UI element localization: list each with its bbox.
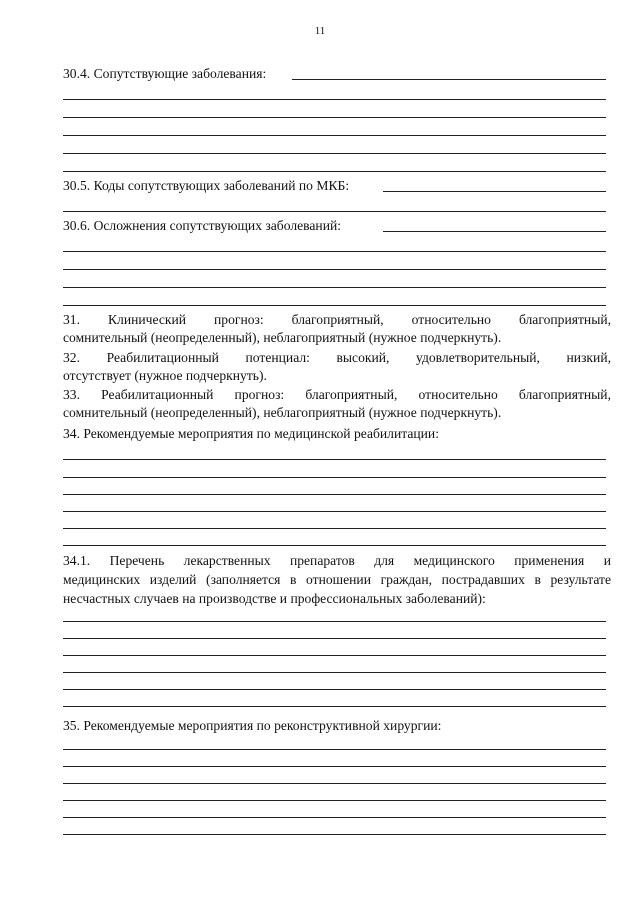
section-35-label: 35. Рекомендуемые мероприятия по реконструктивной хирургии: <box>63 718 442 733</box>
section-34-1-line-3: несчастных случаев на производстве и профессиональных заболеваний): <box>63 591 486 606</box>
section-31-line-2: сомнительный (неопределенный), неблагоприятный (нужное подчеркнуть). <box>63 330 502 345</box>
section-35-line[interactable] <box>63 783 606 784</box>
section-30-5-line[interactable] <box>63 211 606 212</box>
section-31-line-1: 31. Клинический прогноз: благоприятный, относительно благоприятный, <box>63 312 611 327</box>
section-32-line-2: отсутствует (нужное подчеркнуть). <box>63 368 267 383</box>
section-34-1-line[interactable] <box>63 689 606 690</box>
section-30-4-line[interactable] <box>63 171 606 172</box>
section-32-line-1: 32. Реабилитационный потенциал: высокий, удовлетворительный, низкий, <box>63 350 611 365</box>
section-34-line[interactable] <box>63 545 606 546</box>
section-30-4-line[interactable] <box>63 135 606 136</box>
section-30-5-fill-line[interactable] <box>383 191 606 192</box>
section-34-1-line[interactable] <box>63 621 606 622</box>
section-34-1-line[interactable] <box>63 638 606 639</box>
section-34-line[interactable] <box>63 528 606 529</box>
section-30-6-line[interactable] <box>63 251 606 252</box>
section-34-line[interactable] <box>63 459 606 460</box>
section-35-line[interactable] <box>63 749 606 750</box>
section-34-1-line[interactable] <box>63 655 606 656</box>
section-35-line[interactable] <box>63 834 606 835</box>
section-34-label: 34. Рекомендуемые мероприятия по медицинской реабилитации: <box>63 426 439 441</box>
section-34-1-line-1: 34.1. Перечень лекарственных препаратов для медицинского применения и <box>63 553 611 568</box>
section-33-line-2: сомнительный (неопределенный), неблагоприятный (нужное подчеркнуть). <box>63 405 502 420</box>
section-30-6-fill-line[interactable] <box>383 231 606 232</box>
page-number: 11 <box>314 25 326 37</box>
section-34-line[interactable] <box>63 494 606 495</box>
section-34-line[interactable] <box>63 477 606 478</box>
section-34-1-line[interactable] <box>63 672 606 673</box>
section-35-line[interactable] <box>63 766 606 767</box>
section-30-4-label: 30.4. Сопутствующие заболевания: <box>63 66 267 81</box>
section-30-4-line[interactable] <box>63 153 606 154</box>
section-30-4-line[interactable] <box>63 99 606 100</box>
section-30-6-line[interactable] <box>63 287 606 288</box>
section-35-line[interactable] <box>63 817 606 818</box>
section-33-line-1: 33. Реабилитационный прогноз: благоприятный, относительно благоприятный, <box>63 387 611 402</box>
section-30-6-line[interactable] <box>63 305 606 306</box>
section-35-line[interactable] <box>63 800 606 801</box>
section-30-6-label: 30.6. Осложнения сопутствующих заболеваний: <box>63 218 342 233</box>
section-30-4-fill-line[interactable] <box>292 79 606 80</box>
section-34-1-line-2: медицинских изделий (заполняется в отношении граждан, пострадавших в результате <box>63 572 611 587</box>
section-30-5-label: 30.5. Коды сопутствующих заболеваний по МКБ: <box>63 178 350 193</box>
section-30-6-line[interactable] <box>63 269 606 270</box>
section-34-line[interactable] <box>63 511 606 512</box>
section-34-1-line[interactable] <box>63 706 606 707</box>
section-30-4-line[interactable] <box>63 117 606 118</box>
